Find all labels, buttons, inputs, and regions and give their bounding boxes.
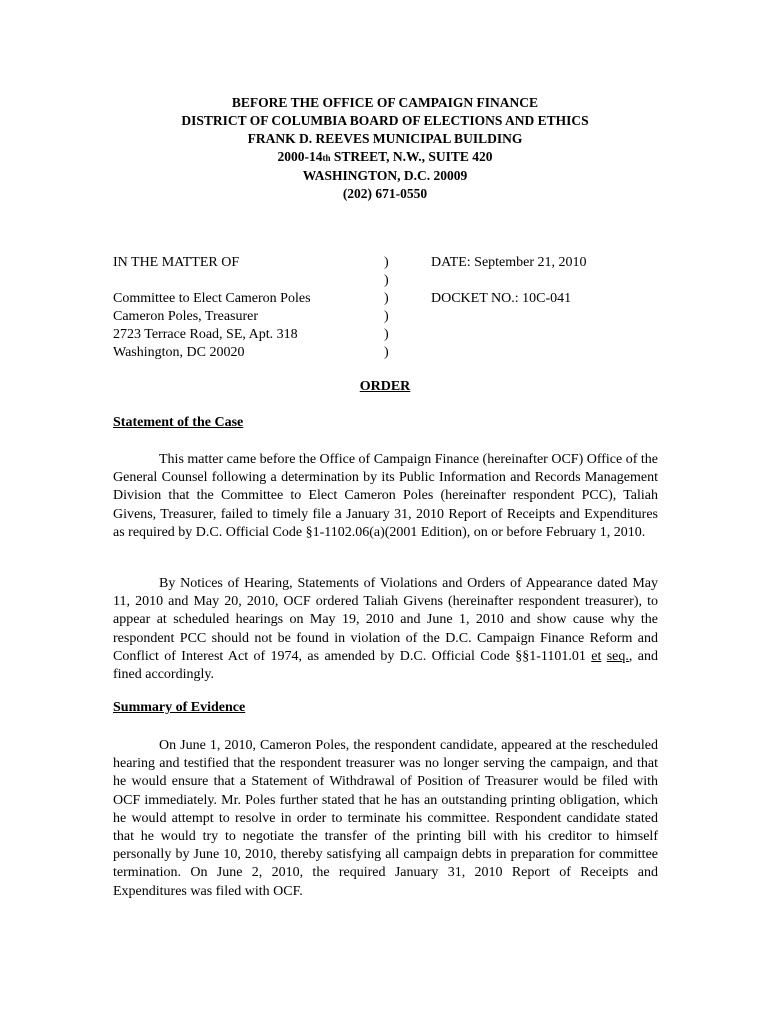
respondent-committee: Committee to Elect Cameron Poles <box>113 291 311 306</box>
statement-paragraph-2 <box>113 575 658 684</box>
in-the-matter-label: IN THE MATTER OF <box>113 255 240 270</box>
statement-paragraph-1: This matter came before the Office of Campaign Finance (hereinafter OCF) Office of the General Counsel following a determination by its Public Information and Records Management Division that the Committee to Elect Cameron Poles (hereinafter respondent PCC), Taliah Givens, Treasurer, failed to timely file a January 31, 2010 Report of Receipts and Expenditures as required by D.C. Official Code §1-1102.06(a)(2001 Edition), on or before February 1, 2010. <box>113 452 659 540</box>
seq-text: seq. <box>606 648 629 664</box>
caption-paren-column <box>384 254 389 362</box>
header-building: FRANK D. REEVES MUNICIPAL BUILDING <box>247 131 523 146</box>
statement-paragraph-2-text: By Notices of Hearing, Statements of Violations and Orders of Appearance dated May 11, 2010 and May 20, 2010, OCF ordered Taliah Givens (hereinafter respondent treasurer), to appear at scheduled hearings on May 19, 2010 and June 1, 2010 and show cause why the respondent PCC should not be found in violation of the D.C. Campaign Finance Reform and Conflict of Interest Act of 1974, as amended by D.C. Official Code §§1-1101.01 <box>113 576 658 664</box>
caption-paren: ) <box>384 291 389 306</box>
header-phone: (202) 671-0550 <box>342 186 428 201</box>
statement-paragraph-2-end: , and fined accordingly. <box>113 648 659 683</box>
statement-of-case-heading: Statement of the Case <box>113 415 244 430</box>
caption-paren: ) <box>384 255 389 270</box>
respondent-city: Washington, DC 20020 <box>113 345 245 360</box>
summary-of-evidence-heading: Summary of Evidence <box>113 700 246 715</box>
respondent-treasurer: Cameron Poles, Treasurer <box>113 309 259 324</box>
header-street-suffix: th <box>322 153 331 163</box>
caption-paren: ) <box>384 309 389 324</box>
docket-number: DOCKET NO.: 10C-041 <box>431 291 572 306</box>
header-street-number: 2000-14 <box>277 149 323 164</box>
order-date: DATE: September 21, 2010 <box>431 255 587 270</box>
header-street <box>0 148 770 167</box>
order-title: ORDER <box>359 379 411 394</box>
document-header <box>0 94 770 203</box>
header-city: WASHINGTON, D.C. 20009 <box>302 168 468 183</box>
evidence-paragraph-1: On June 1, 2010, Cameron Poles, the respondent candidate, appeared at the rescheduled hearing and testified that the respondent treasurer was no longer serving the campaign, and that he would ensure that a Statement of Withdrawal of Position of Treasurer would be filed with OCF immediately. Mr. Poles further stated that he has an outstanding printing obligation, which he would attempt to resolve in order to terminate his committee. Respondent candidate stated that he would try to negotiate the transfer of the printing bill with his creditor to himself personally by June 10, 2010, thereby satisfying all campaign debts in preparation for committee termination. On June 2, 2010, the required January 31, 2010 Report of Receipts and Expenditures was filed with OCF. <box>113 738 658 899</box>
header-street-rest: STREET, N.W., SUITE 420 <box>330 149 493 164</box>
header-office: BEFORE THE OFFICE OF CAMPAIGN FINANCE <box>231 95 539 110</box>
header-board: DISTRICT OF COLUMBIA BOARD OF ELECTIONS AND ETHICS <box>181 113 589 128</box>
respondent-block <box>113 290 311 362</box>
caption-paren: ) <box>384 327 389 342</box>
et-text: et <box>591 648 602 664</box>
caption-paren: ) <box>384 345 389 360</box>
respondent-address: 2723 Terrace Road, SE, Apt. 318 <box>113 327 298 342</box>
caption-paren: ) <box>384 273 389 288</box>
